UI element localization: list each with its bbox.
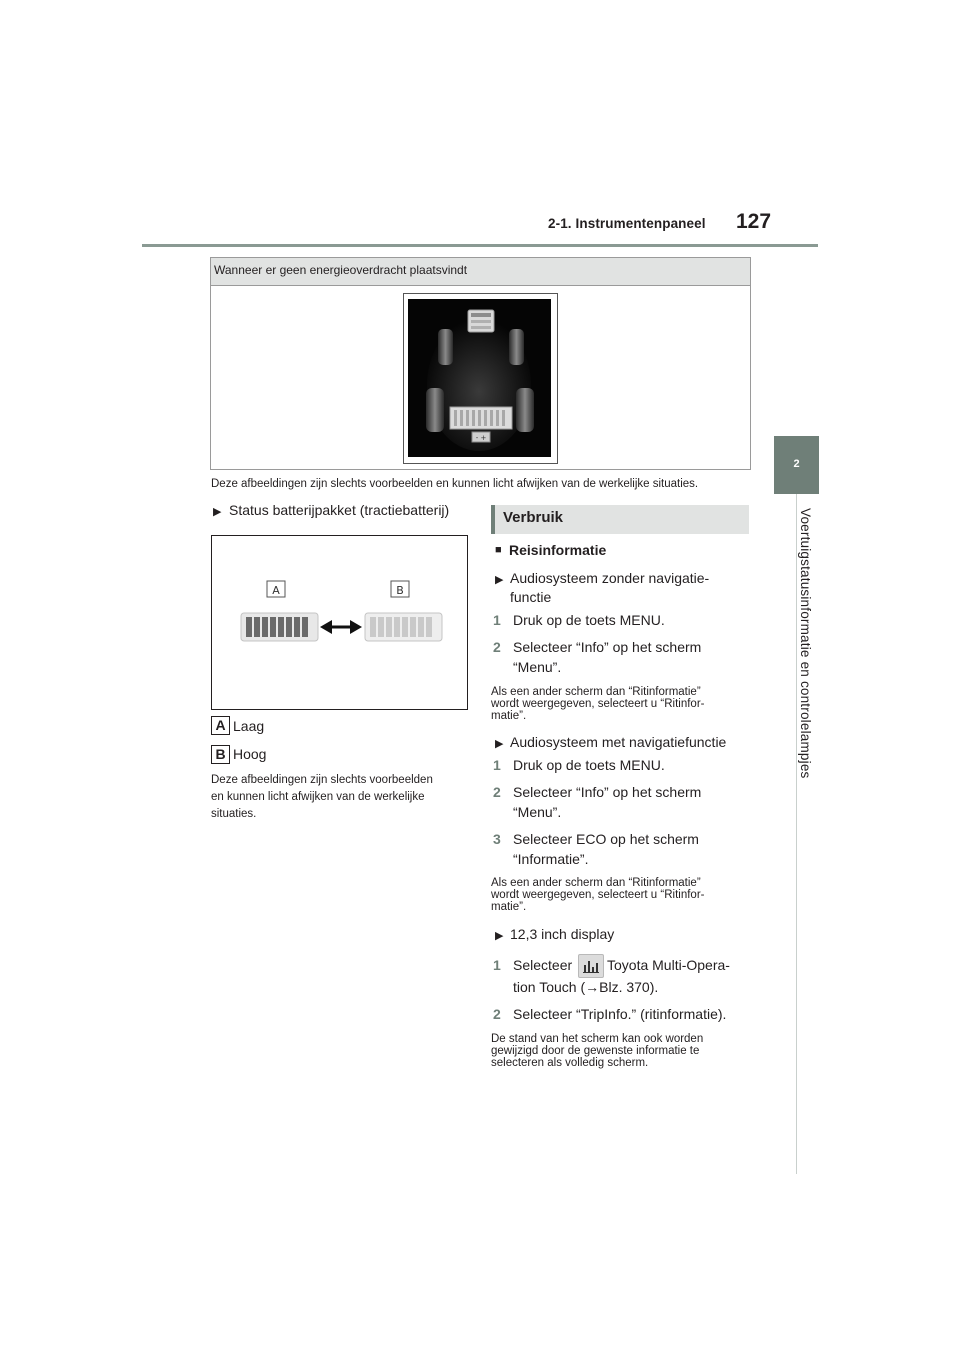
- step-text: “Menu”.: [513, 659, 562, 675]
- chapter-title: Voertuigstatusinformatie en controlelampjes: [798, 508, 813, 779]
- battery-symbol: - +: [475, 434, 487, 442]
- figure-label-b: B: [396, 584, 404, 597]
- status-battery-title: Status batterijpakket (tractiebatterij): [229, 502, 450, 518]
- bullet-arrow-icon: ▶: [495, 574, 504, 586]
- step-number: 1: [493, 612, 501, 628]
- rear-right-tire: [516, 388, 534, 432]
- section-header-accent: [491, 505, 495, 534]
- traction-battery-icon: [450, 407, 512, 429]
- page-number: 127: [736, 210, 772, 233]
- legend-tag-b: B: [211, 745, 230, 764]
- step-text: Selecteer: [513, 957, 573, 973]
- step-number: 3: [493, 831, 501, 847]
- left-caption-line: en kunnen licht afwijken van de werkelijke: [211, 791, 425, 803]
- figure-label-a: A: [272, 584, 280, 597]
- auxiliary-battery-icon: [472, 432, 490, 442]
- step-text: Selecteer ECO op het scherm: [513, 831, 699, 847]
- bar-chart-icon: [579, 955, 603, 977]
- step-text: “Informatie”.: [513, 851, 589, 867]
- energy-monitor-illustration: [408, 299, 551, 457]
- chapter-number: 2: [793, 458, 800, 470]
- subsection-title: Reisinformatie: [509, 542, 607, 558]
- step-number: 2: [493, 784, 501, 800]
- section-title: 2-1. Instrumentenpaneel: [548, 216, 706, 231]
- side-divider: [796, 494, 797, 1174]
- note-line: matie”.: [491, 710, 527, 722]
- legend-text-high: Hoog: [233, 746, 267, 762]
- battery-level-figure: [211, 535, 468, 710]
- note-line: gewijzigd door de gewenste informatie te: [491, 1045, 700, 1057]
- battery-low-icon: [241, 613, 318, 641]
- block-title: 12,3 inch display: [510, 926, 615, 942]
- section-title-verbruik: Verbruik: [503, 509, 564, 526]
- step-text: Druk op de toets MENU.: [513, 757, 665, 773]
- step-number: 1: [493, 957, 501, 973]
- step-text: tion Touch (→Blz. 370).: [513, 979, 659, 995]
- step-text: Toyota Multi-Opera-: [607, 957, 730, 973]
- bullet-arrow-icon: ▶: [495, 738, 504, 750]
- rear-left-tire: [426, 388, 444, 432]
- table-heading: Wanneer er geen energieoverdracht plaatsvindt: [214, 263, 468, 277]
- figure-caption: Deze afbeeldingen zijn slechts voorbeelden en kunnen licht afwijken van de werkelijke situaties.: [211, 478, 699, 490]
- battery-level-illustration: [212, 536, 467, 709]
- double-arrow-icon: [320, 620, 362, 634]
- legend-text-low: Laag: [233, 718, 265, 734]
- note-line: wordt weergegeven, selecteert u “Ritinfor-: [491, 698, 705, 710]
- header-rule: [142, 244, 818, 247]
- step-number: 2: [493, 639, 501, 655]
- energy-monitor-screen: [408, 299, 551, 457]
- block-title: functie: [510, 589, 552, 605]
- note-line: selecteren als volledig scherm.: [491, 1057, 649, 1069]
- bullet-arrow-icon: ▶: [213, 506, 222, 518]
- note-line: wordt weergegeven, selecteert u “Ritinfor-: [491, 889, 705, 901]
- engine-icon: [468, 310, 494, 332]
- left-caption-line: Deze afbeeldingen zijn slechts voorbeelden: [211, 774, 433, 786]
- step-text: “Menu”.: [513, 804, 562, 820]
- front-right-tire: [509, 329, 524, 365]
- step-text: Selecteer “Info” op het scherm: [513, 784, 702, 800]
- note-line: De stand van het scherm kan ook worden: [491, 1033, 704, 1045]
- block-title: Audiosysteem met navigatiefunctie: [510, 734, 727, 750]
- bullet-arrow-icon: ▶: [495, 930, 504, 942]
- note-line: Als een ander scherm dan “Ritinformatie”: [491, 686, 701, 698]
- block-title: Audiosysteem zonder navigatie-: [510, 570, 710, 586]
- front-left-tire: [438, 329, 453, 365]
- step-text: Selecteer “Info” op het scherm: [513, 639, 702, 655]
- left-caption-line: situaties.: [211, 808, 257, 820]
- trip-info-chart-icon: [578, 954, 604, 978]
- step-text: Selecteer “TripInfo.” (ritinformatie).: [513, 1006, 727, 1022]
- step-number: 2: [493, 1006, 501, 1022]
- step-text: Druk op de toets MENU.: [513, 612, 665, 628]
- legend-tag-a: A: [211, 716, 230, 735]
- battery-high-icon: [365, 613, 442, 641]
- table-header: [211, 258, 750, 286]
- note-line: Als een ander scherm dan “Ritinformatie”: [491, 877, 701, 889]
- step-number: 1: [493, 757, 501, 773]
- square-bullet-icon: ■: [495, 544, 502, 556]
- note-line: matie”.: [491, 901, 527, 913]
